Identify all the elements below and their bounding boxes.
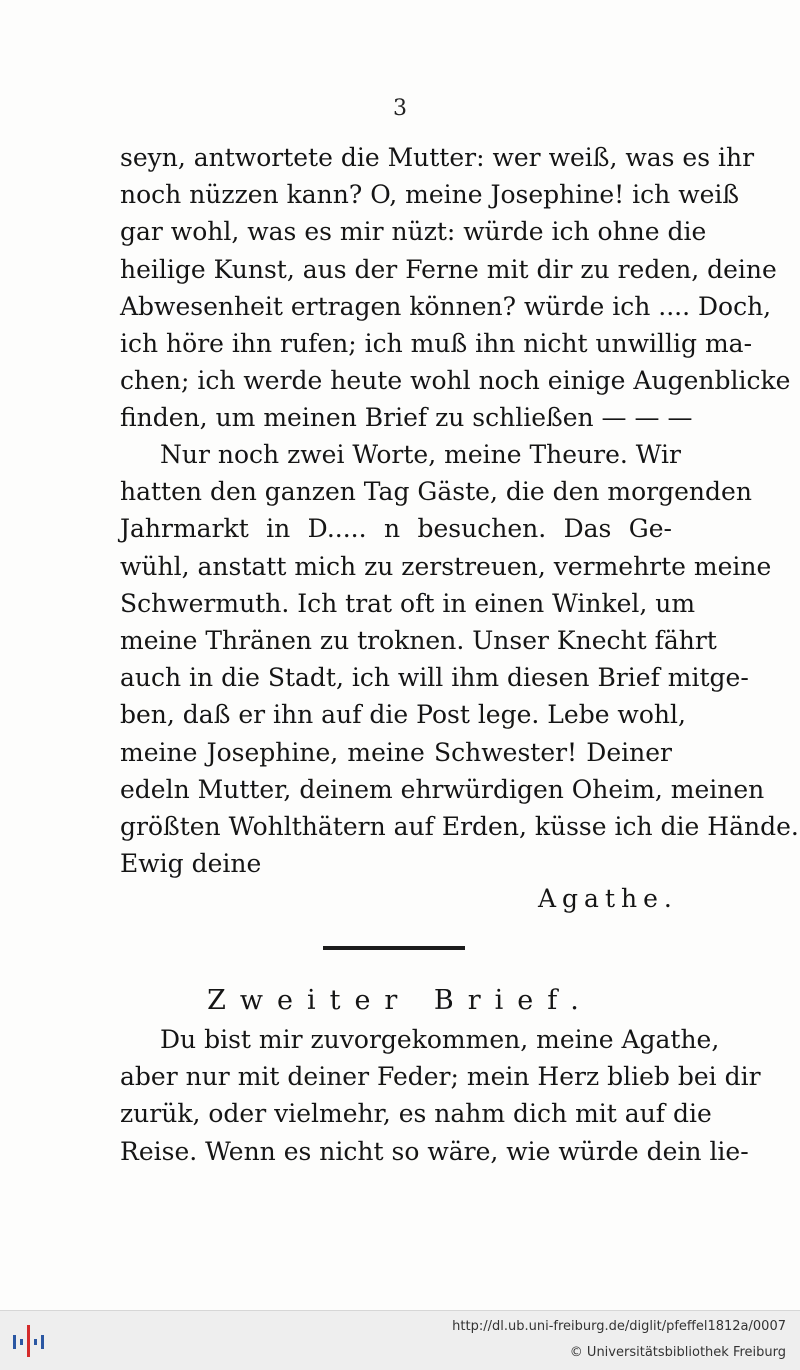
text-line: noch nüzzen kann? O, meine Josephine! ich weiß xyxy=(120,180,740,210)
text-line: Jahrmarkt in D..... n besuchen. Das Ge- xyxy=(120,514,672,544)
text-line: heilige Kunst, aus der Ferne mit dir zu reden, deine xyxy=(120,254,777,284)
text-line: auch in die Stadt, ich will ihm diesen Brief mitge- xyxy=(120,663,749,693)
viewer-footer xyxy=(0,1310,800,1370)
text-line: gar wohl, was es mir nüzt: würde ich ohne die xyxy=(120,217,707,247)
text-line: meine Thränen zu troknen. Unser Knecht fährt xyxy=(120,625,717,655)
text-line: Reise. Wenn es nicht so wäre, wie würde dein lie- xyxy=(120,1136,749,1166)
text-line: edeln Mutter, deinem ehrwürdigen Oheim, meinen xyxy=(120,774,765,804)
section-divider xyxy=(323,946,465,950)
text-line: Schwermuth. Ich trat oft in einen Winkel, um xyxy=(120,588,696,618)
ub-freiburg-logo-icon xyxy=(10,1321,50,1361)
document-url[interactable]: http://dl.ub.uni-freiburg.de/diglit/pfeffel1812a/0007 xyxy=(452,1319,786,1334)
text-line: seyn, antwortete die Mutter: wer weiß, was es ihr xyxy=(120,143,755,172)
signature: Agathe. xyxy=(538,884,678,913)
paragraph-letter-ending xyxy=(120,139,791,437)
text-line: wühl, anstatt mich zu zerstreuen, vermehrte meine xyxy=(120,551,772,581)
text-line: ich höre ihn rufen; ich muß ihn nicht unwillig ma- xyxy=(120,328,753,358)
paragraph-postscript xyxy=(120,436,799,882)
text-line: Abwesenheit ertragen können? würde ich .... Doch, xyxy=(120,291,772,321)
page-number: 3 xyxy=(393,96,407,121)
text-line: größten Wohlthätern auf Erden, küsse ich die Hände. xyxy=(120,811,799,841)
paragraph-second-letter xyxy=(120,1021,761,1170)
text-line: chen; ich werde heute wohl noch einige Augenblicke xyxy=(120,366,791,396)
text-line: Du bist mir zuvorgekommen, meine Agathe, xyxy=(160,1025,720,1054)
text-line: aber nur mit deiner Feder; mein Herz blieb bei dir xyxy=(120,1062,761,1092)
text-line: zurük, oder vielmehr, es nahm dich mit auf die xyxy=(120,1099,712,1129)
text-line: meine Josephine, meine Schwester! Deiner xyxy=(120,737,672,767)
text-line: finden, um meinen Brief zu schließen — — — xyxy=(120,403,693,433)
copyright-notice: © Universitätsbibliothek Freiburg xyxy=(569,1345,786,1360)
text-line: ben, daß er ihn auf die Post lege. Lebe wohl, xyxy=(120,700,686,730)
section-heading: Zweiter Brief. xyxy=(207,985,593,1016)
text-line: hatten den ganzen Tag Gäste, die den morgenden xyxy=(120,477,752,507)
text-line: Nur noch zwei Worte, meine Theure. Wir xyxy=(160,440,681,469)
text-line: Ewig deine xyxy=(120,849,262,879)
